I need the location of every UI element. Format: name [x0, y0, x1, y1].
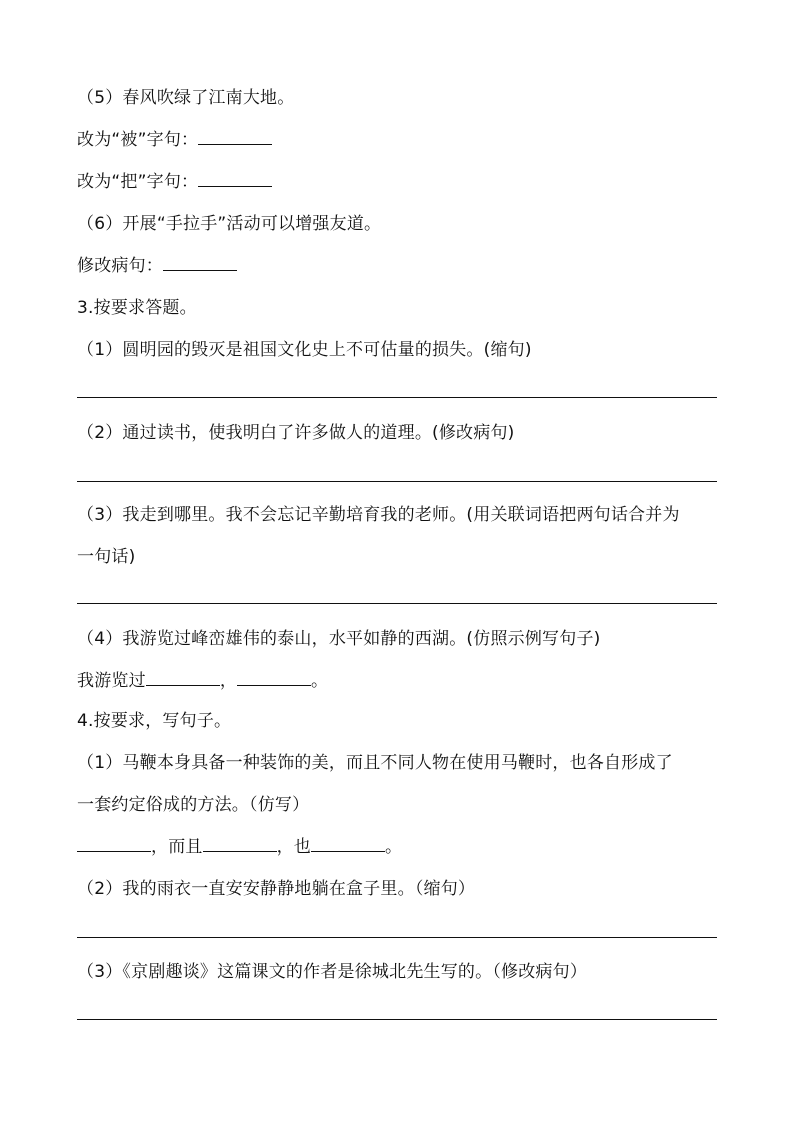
q5-bei-row [77, 128, 272, 152]
q6-sentence: （6）开展“手拉手”活动可以增强友道。 [77, 214, 382, 234]
s4-q2-text: （2）我的雨衣一直安安静静地躺在盒子里。（缩句） [77, 879, 476, 899]
s4-q1-text-line1: （1）马鞭本身具备一种装饰的美，而且不同人物在使用马鞭时，也各自形成了 [77, 753, 673, 773]
section4-heading: 4.按要求，写句子。 [77, 711, 232, 731]
s4-q1-end: 。 [385, 837, 403, 857]
s4-q1-text-line2: 一套约定俗成的方法。（仿写） [77, 795, 310, 815]
s3-q4-blank-1[interactable] [146, 669, 220, 686]
s4-q1-fill-row [77, 835, 402, 859]
s4-q3-answer-line[interactable] [77, 1019, 717, 1020]
s3-q2-answer-line[interactable] [77, 481, 717, 482]
s3-q4-end: 。 [311, 671, 329, 691]
q6-fix-row [77, 254, 237, 278]
q5-bei-blank[interactable] [198, 128, 272, 145]
q5-ba-label: 改为“把”字句： [77, 172, 199, 192]
s4-q1-blank-2[interactable] [203, 835, 277, 852]
s4-q1-sep2: ，也 [276, 837, 312, 857]
q6-fix-blank[interactable] [163, 254, 237, 271]
s4-q2-answer-line[interactable] [77, 937, 717, 938]
q5-ba-blank[interactable] [198, 170, 272, 187]
s3-q4-prefix: 我游览过 [77, 671, 146, 691]
s3-q2-text: （2）通过读书，使我明白了许多做人的道理。(修改病句) [77, 423, 515, 443]
q5-bei-label: 改为“被”字句： [77, 130, 199, 150]
s3-q1-text: （1）圆明园的毁灭是祖国文化史上不可估量的损失。(缩句) [77, 340, 532, 360]
s4-q1-blank-1[interactable] [77, 835, 151, 852]
s4-q1-blank-3[interactable] [311, 835, 385, 852]
s3-q4-text: （4）我游览过峰峦雄伟的泰山，水平如静的西湖。(仿照示例写句子) [77, 629, 601, 649]
s4-q3-text: （3）《京剧趣谈》这篇课文的作者是徐城北先生写的。（修改病句） [77, 962, 588, 982]
q6-fix-label: 修改病句： [77, 256, 163, 276]
q5-ba-row [77, 170, 272, 194]
s3-q3-answer-line[interactable] [77, 603, 717, 604]
s4-q1-sep1: ，而且 [151, 837, 203, 857]
s3-q4-blank-2[interactable] [237, 669, 311, 686]
s3-q3-text-line1: （3）我走到哪里。我不会忘记辛勤培育我的老师。(用关联词语把两句话合并为 [77, 505, 680, 525]
s3-q1-answer-line[interactable] [77, 397, 717, 398]
section3-heading: 3.按要求答题。 [77, 298, 197, 318]
q5-sentence: （5）春风吹绿了江南大地。 [77, 88, 295, 108]
s3-q4-fill-row [77, 669, 328, 693]
s3-q4-sep: ， [219, 671, 238, 691]
s3-q3-text-line2: 一句话) [77, 547, 136, 567]
